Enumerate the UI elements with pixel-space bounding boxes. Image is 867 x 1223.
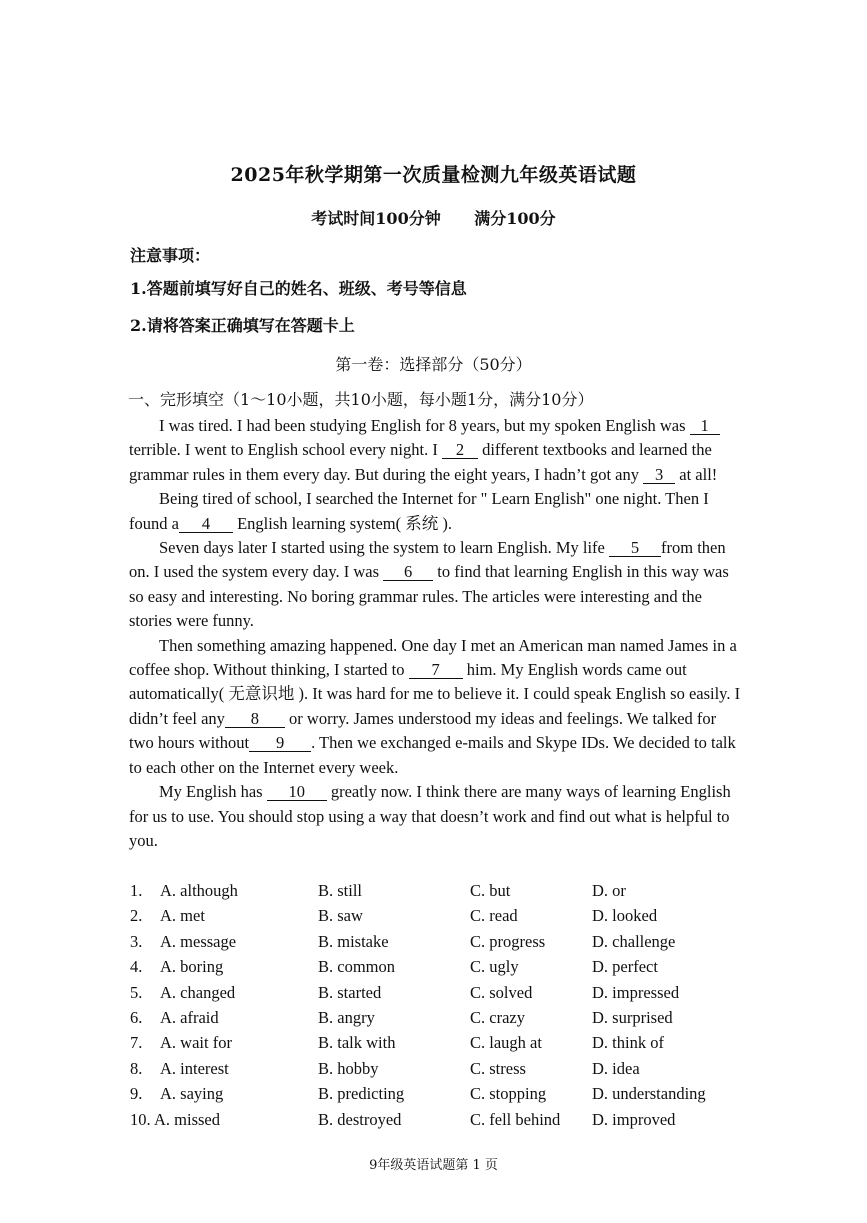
option-b: B. angry (318, 1007, 375, 1027)
option-c: C. but (470, 881, 511, 900)
page-footer: 9年级英语试题第 1 页 (369, 1158, 498, 1173)
option-c: C. fell behind (470, 1109, 561, 1129)
passage-text: I was tired. I had been studying English for 8 years, but my spoken English was (159, 416, 690, 435)
blank-3: 3 (643, 466, 675, 484)
option-a: A. although (160, 881, 238, 900)
blank-2: 2 (442, 441, 478, 459)
question-row (130, 906, 750, 931)
option-c: C. stress (470, 1058, 526, 1078)
option-b: B. mistake (318, 931, 389, 951)
section-cloze-title: 一、完形填空（1～10小题，共10小题，每小题1分，满分10分） (128, 390, 594, 409)
question-row (130, 881, 750, 906)
option-b: B. destroyed (318, 1109, 402, 1129)
option-d: D. perfect (592, 957, 658, 977)
option-a: A. message (160, 931, 237, 951)
option-c: C. ugly (470, 957, 519, 977)
option-b: B. common (318, 957, 395, 977)
paragraph-2 (129, 487, 741, 536)
blank-6: 6 (383, 563, 433, 581)
option-a: A. interest (160, 1058, 229, 1078)
cloze-passage (129, 414, 741, 853)
paragraph-1 (129, 414, 741, 487)
passage-text: different textbooks and learned the grammar rules in them every day. But during the eight years, I hadn’t got any (129, 440, 712, 484)
option-d: D. challenge (592, 931, 676, 951)
part-one-title: 第一卷：选择部分（50分） (335, 355, 532, 374)
passage-text: Seven days later I started using the system to learn English. My life (159, 538, 609, 558)
option-c: C. read (470, 906, 518, 926)
passage-text: terrible. I went to English school every night. I (129, 440, 442, 460)
blank-5: 5 (609, 539, 661, 557)
option-d: D. looked (592, 906, 658, 926)
option-c: C. stopping (470, 1084, 547, 1104)
passage-text: at all! (675, 464, 718, 484)
question-row (130, 1084, 750, 1109)
passage-text: greatly now. I think there are many ways of learning English for us to use. You should stop using a way that doesn’t work and find out what is helpful to you. (129, 782, 731, 850)
option-c: C. laugh at (470, 1033, 542, 1053)
passage-text: English learning system( 系统 ). (232, 513, 453, 533)
passage-text: My English has (159, 782, 267, 802)
question-number: 4. (130, 957, 143, 977)
notice-heading: 注意事项： (130, 246, 211, 265)
option-a: A. afraid (160, 1007, 219, 1027)
option-a: A. missed (154, 1109, 220, 1129)
question-number: 8. (130, 1058, 143, 1078)
option-b: B. predicting (318, 1084, 405, 1104)
blank-7: 7 (409, 661, 463, 679)
option-d: D. think of (592, 1033, 664, 1053)
option-d: D. idea (592, 1058, 640, 1078)
option-a: A. changed (160, 982, 236, 1002)
passage-text: to find that learning English in this way was so easy and interesting. No boring grammar rules. The articles were interesting and the stories were funny. (129, 562, 729, 631)
question-number: 7. (130, 1033, 143, 1053)
paragraph-5 (129, 780, 741, 853)
option-d: D. or (592, 881, 626, 900)
exam-time: 考试时间100分钟 (311, 209, 441, 228)
exam-subtitle (0, 206, 867, 229)
question-number: 5. (130, 982, 143, 1002)
option-a: A. boring (160, 957, 224, 977)
option-b: B. still (318, 881, 363, 900)
blank-4: 4 (179, 515, 233, 533)
option-d: D. surprised (592, 1007, 673, 1027)
question-row (130, 983, 750, 1008)
passage-text: . Then we exchanged e-mails and Skype IDs. We decided to talk to each other on the Internet every week. (129, 733, 736, 777)
question-number: 1. (130, 881, 143, 900)
question-row (130, 1033, 750, 1058)
exam-score: 满分100分 (474, 209, 556, 228)
blank-8: 8 (225, 710, 285, 728)
question-row (130, 1110, 750, 1135)
blank-10: 10 (267, 783, 327, 801)
option-c: C. progress (470, 931, 546, 951)
option-b: B. hobby (318, 1058, 379, 1078)
exam-title: 2025年秋学期第一次质量检测九年级英语试题 (230, 164, 637, 186)
blank-1: 1 (690, 417, 720, 435)
option-b: B. saw (318, 906, 363, 926)
option-a: A. saying (160, 1084, 224, 1104)
notice-item-2: 2.请将答案正确填写在答题卡上 (130, 316, 355, 335)
passage-text: Then something amazing happened. One day I met an American man named James in a coffee shop. Without thinking, I started to (129, 635, 737, 680)
option-a: A. wait for (160, 1033, 232, 1053)
option-b: B. talk with (318, 1033, 396, 1053)
passage-text: Being tired of school, I searched the Internet for " Learn English" one night. Then I found a (129, 489, 709, 533)
passage-text: or worry. James understood my ideas and feelings. We talked for two hours without (129, 708, 717, 753)
question-row (130, 932, 750, 957)
question-row (130, 1008, 750, 1033)
blank-9: 9 (249, 734, 311, 752)
paragraph-4 (129, 634, 741, 780)
option-d: D. impressed (592, 982, 680, 1002)
question-row (130, 1059, 750, 1084)
notice-item-1: 1.答题前填写好自己的姓名、班级、考号等信息 (130, 279, 467, 298)
question-number: 10. (130, 1109, 151, 1129)
passage-text: him. My English words came out automatically( 无意识地 ). It was hard for me to believe it. I could speak English so easily. I didn’t feel any (129, 660, 741, 728)
answer-options (130, 881, 750, 1135)
option-c: C. solved (470, 982, 533, 1002)
question-number: 6. (130, 1007, 143, 1027)
question-number: 3. (130, 931, 143, 951)
question-row (130, 957, 750, 982)
option-c: C. crazy (470, 1007, 525, 1027)
paragraph-3 (129, 536, 741, 634)
question-number: 2. (130, 906, 143, 926)
option-d: D. improved (592, 1109, 676, 1129)
option-a: A. met (160, 906, 205, 926)
option-b: B. started (318, 982, 382, 1002)
option-d: D. understanding (592, 1084, 706, 1104)
passage-text: from then on. I used the system every day. I was (129, 538, 726, 582)
question-number: 9. (130, 1084, 143, 1104)
